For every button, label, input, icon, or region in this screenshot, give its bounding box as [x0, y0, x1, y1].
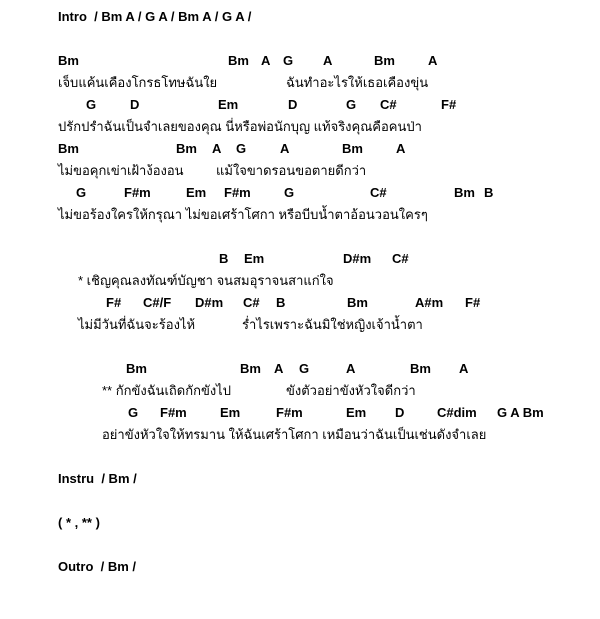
- chord: A: [261, 53, 271, 68]
- chord: Bm: [454, 185, 475, 200]
- chord: B: [219, 251, 229, 266]
- chord: C#: [243, 295, 260, 310]
- chord: Bm: [410, 361, 431, 376]
- lyric-line: ปรักปรำฉันเป็นจำเลยของคุณ นี่หรือพ่อนักบุญ แท้จริงคุณคือคนป่า: [58, 119, 422, 134]
- chord: A: [274, 361, 284, 376]
- chord: Em: [244, 251, 265, 266]
- chord: C#: [392, 251, 409, 266]
- chord: G: [299, 361, 310, 376]
- lyric-line: แม้ใจขาดรอนขอตายดีกว่า: [216, 163, 367, 178]
- chord: Em: [346, 405, 367, 420]
- chord: G: [76, 185, 87, 200]
- chord: F#: [441, 97, 457, 112]
- repeat-line: ( * , ** ): [58, 515, 100, 530]
- chord: A: [280, 141, 290, 156]
- chord: A: [428, 53, 438, 68]
- lyric-line: ฉันทำอะไรให้เธอเคืองขุ่น: [286, 75, 429, 90]
- chord: G A Bm: [497, 405, 544, 420]
- chord: G: [236, 141, 247, 156]
- chord: D#m: [343, 251, 372, 266]
- lyric-line: ไม่มีวันที่ฉันจะร้องไห้: [78, 317, 196, 332]
- chord: C#: [380, 97, 397, 112]
- chord: C#: [370, 185, 387, 200]
- lyric-line: ไม่ขอร้องใครให้กรุณา ไม่ขอเศร้าโศกา หรือบีบน้ำตาอ้อนวอนใครๆ: [58, 207, 428, 222]
- chord: Bm: [126, 361, 147, 376]
- chord: Em: [186, 185, 207, 200]
- chord: D#m: [195, 295, 224, 310]
- chord: G: [346, 97, 357, 112]
- chord: Bm: [176, 141, 197, 156]
- lyric-line: อย่าขังหัวใจให้ทรมาน ให้ฉันเศร้าโศกา เหมือนว่าฉันเป็นเช่นดังจำเลย: [102, 427, 487, 442]
- lyric-line: ร่ำไรเพราะฉันมิใช่หญิงเจ้าน้ำตา: [242, 317, 423, 332]
- lyric-line: เจ็บแค้นเคืองโกรธโทษฉันใย: [58, 75, 218, 90]
- chord: G: [284, 185, 295, 200]
- chord: D: [395, 405, 405, 420]
- chord: A: [459, 361, 469, 376]
- chord: Bm: [240, 361, 261, 376]
- chord: C#dim: [437, 405, 477, 420]
- chord: Bm: [347, 295, 368, 310]
- lyric-line: * เชิญคุณลงทัณฑ์บัญชา จนสมอุราจนสาแก่ใจ: [78, 273, 334, 288]
- chord: F#m: [224, 185, 251, 200]
- chord: F#m: [276, 405, 303, 420]
- lyric-line: ไม่ขอคุกเข่าเฝ้าง้องอน: [58, 163, 184, 178]
- chord: Bm: [374, 53, 395, 68]
- chord: F#m: [124, 185, 151, 200]
- chord: A: [323, 53, 333, 68]
- chord: Bm: [58, 53, 79, 68]
- chord: Bm: [228, 53, 249, 68]
- chord: A#m: [415, 295, 444, 310]
- outro-line: Outro / Bm /: [58, 559, 136, 574]
- chord: G: [128, 405, 139, 420]
- chord: Bm: [342, 141, 363, 156]
- chord: G: [283, 53, 294, 68]
- chord: A: [346, 361, 356, 376]
- chord: A: [212, 141, 222, 156]
- chord: G: [86, 97, 97, 112]
- lyric-line: ขังตัวอย่าขังหัวใจดีกว่า: [286, 383, 416, 398]
- chord: D: [130, 97, 140, 112]
- intro-line: Intro / Bm A / G A / Bm A / G A /: [58, 9, 252, 24]
- chord: Bm: [58, 141, 79, 156]
- chord: D: [288, 97, 298, 112]
- instru-line: Instru / Bm /: [58, 471, 137, 486]
- chord: Em: [218, 97, 239, 112]
- chord: F#: [106, 295, 122, 310]
- chord: B: [276, 295, 286, 310]
- lyric-line: ** กักขังฉันเถิดกักขังไป: [102, 383, 231, 398]
- chord: F#m: [160, 405, 187, 420]
- chord: A: [396, 141, 406, 156]
- chord: B: [484, 185, 494, 200]
- chord: C#/F: [143, 295, 172, 310]
- chord: F#: [465, 295, 481, 310]
- chord: Em: [220, 405, 241, 420]
